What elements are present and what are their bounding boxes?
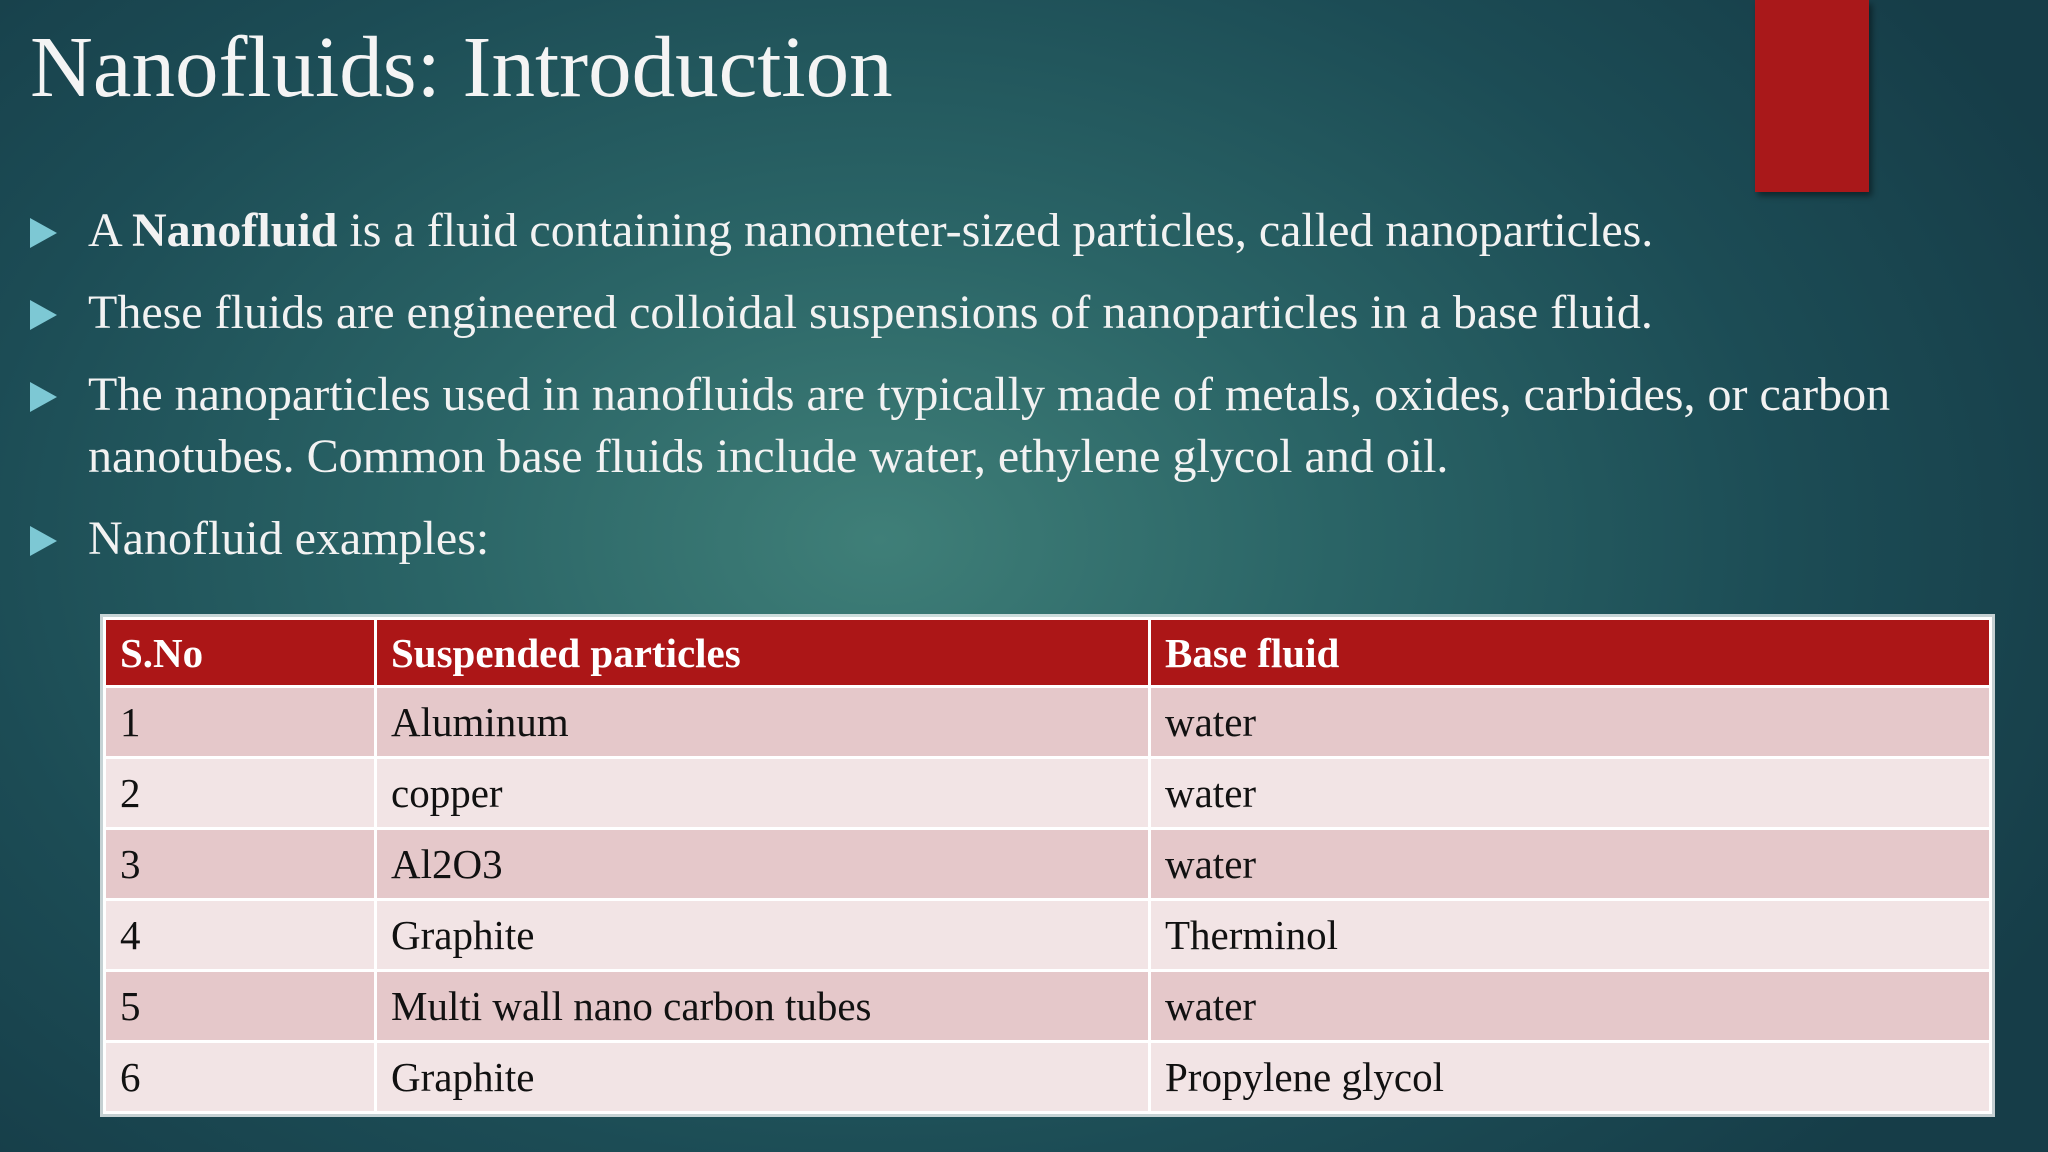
cell-particles: Graphite [376,900,1150,971]
table-row [105,1042,1991,1113]
cell-base-fluid: water [1150,758,1991,829]
bullet-item [30,508,2030,570]
cell-sno: 5 [105,971,376,1042]
cell-base-fluid: water [1150,829,1991,900]
column-header-base-fluid: Base fluid [1150,619,1991,687]
cell-particles: Al2O3 [376,829,1150,900]
bullet-text-bold-term: Nanofluid [132,204,338,257]
table-row [105,829,1991,900]
table-row [105,758,1991,829]
cell-sno: 1 [105,687,376,758]
cell-sno: 4 [105,900,376,971]
cell-sno: 6 [105,1042,376,1113]
slide-title: Nanofluids: Introduction [30,18,893,115]
column-header-suspended-particles: Suspended particles [376,619,1150,687]
cell-base-fluid: Therminol [1150,900,1991,971]
bullet-list [30,200,2030,590]
cell-base-fluid: water [1150,971,1991,1042]
cell-base-fluid: Propylene glycol [1150,1042,1991,1113]
table-row [105,900,1991,971]
cell-sno: 3 [105,829,376,900]
cell-particles: Multi wall nano carbon tubes [376,971,1150,1042]
red-accent-tab [1755,0,1869,192]
cell-base-fluid: water [1150,687,1991,758]
bullet-item [30,200,2030,262]
bullet-text: Nanofluid examples: [88,512,490,565]
table-row [105,687,1991,758]
triangle-bullet-icon [30,218,57,248]
bullet-text-prefix: A [88,204,133,257]
cell-sno: 2 [105,758,376,829]
triangle-bullet-icon [30,300,57,330]
bullet-text: The nanoparticles used in nanofluids are typically made of metals, oxides, carbides, or carbon nanotubes. Common base fluids include water, ethylene glycol and oil. [88,368,1891,483]
table-header-row [105,619,1991,687]
cell-particles: Graphite [376,1042,1150,1113]
cell-particles: copper [376,758,1150,829]
bullet-item [30,364,2030,488]
column-header-sno: S.No [105,619,376,687]
bullet-item [30,282,2030,344]
bullet-text: These fluids are engineered colloidal suspensions of nanoparticles in a base fluid. [88,286,1653,339]
triangle-bullet-icon [30,526,57,556]
triangle-bullet-icon [30,382,57,412]
nanofluid-examples-table [103,617,1992,1114]
cell-particles: Aluminum [376,687,1150,758]
bullet-text-suffix: is a fluid containing nanometer-sized particles, called nanoparticles. [337,204,1654,257]
table-row [105,971,1991,1042]
